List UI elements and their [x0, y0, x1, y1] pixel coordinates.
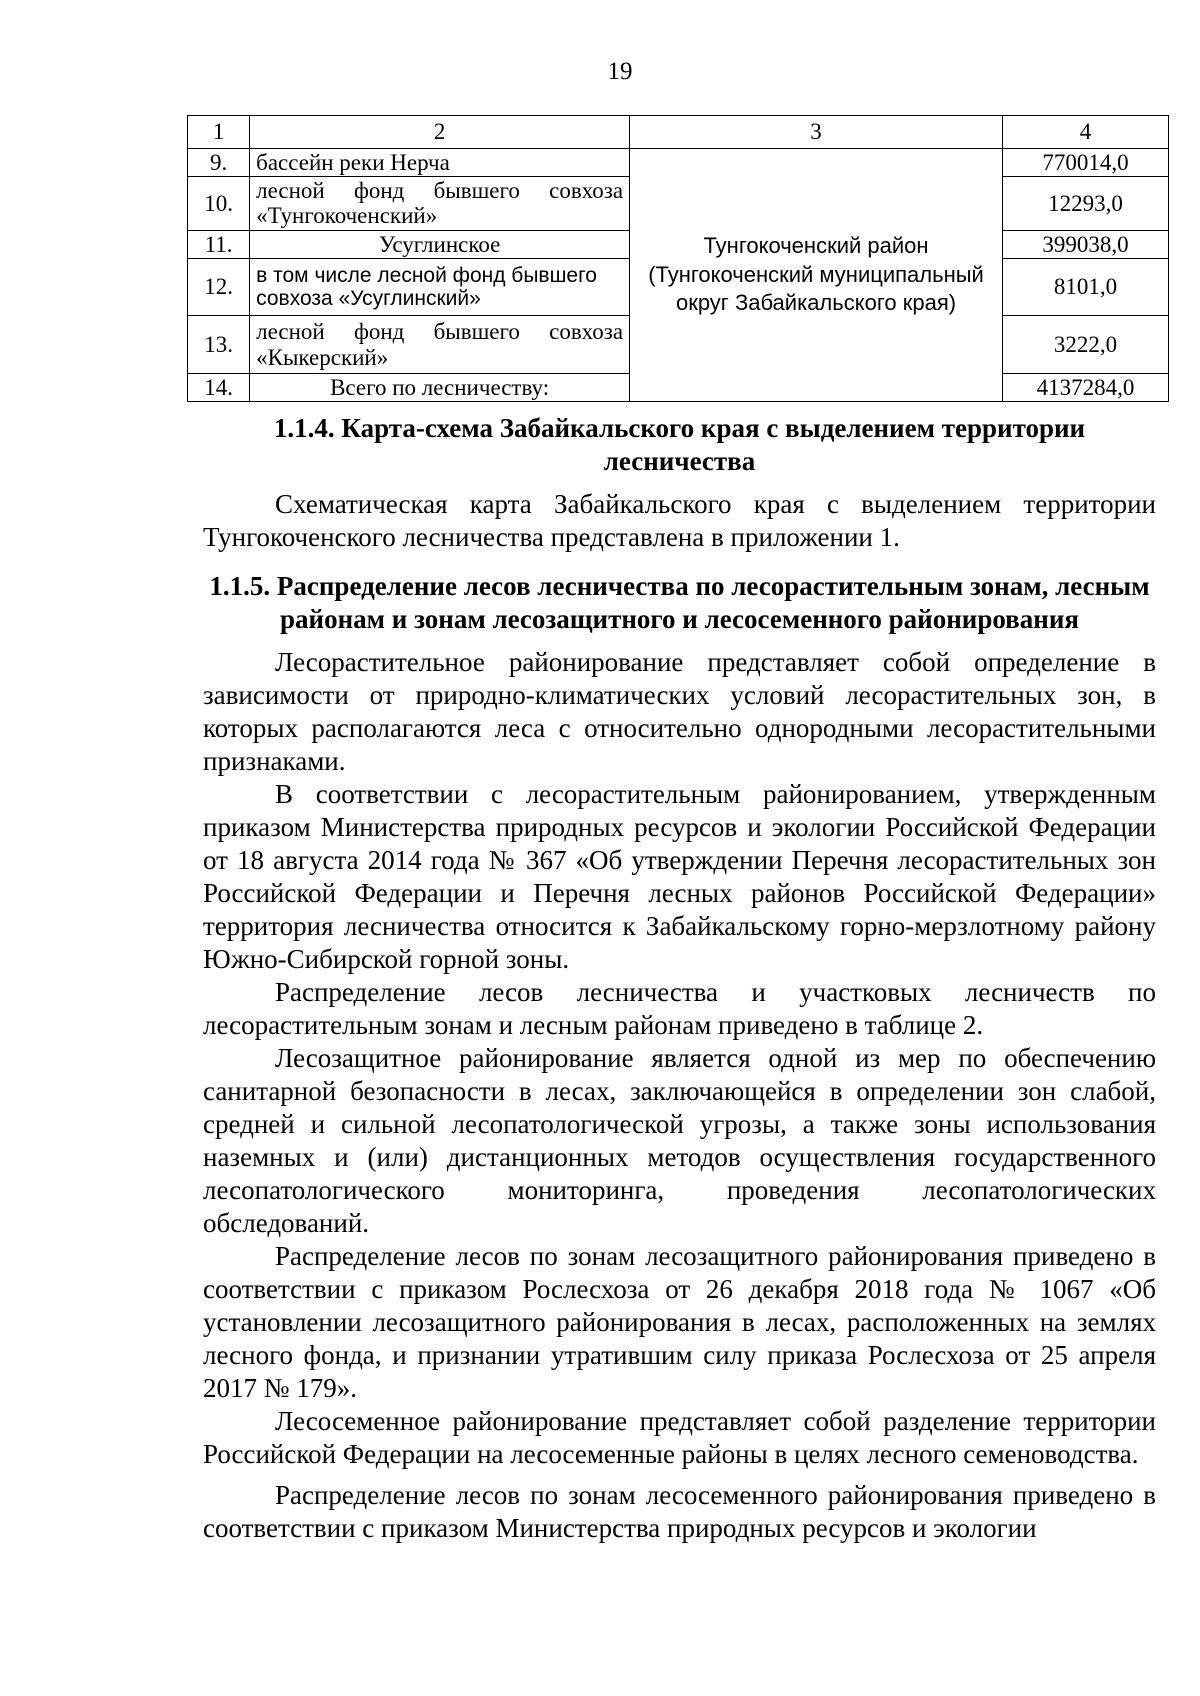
row-area: 3222,0 — [1002, 316, 1168, 374]
row-name: бассейн реки Нерча — [250, 148, 630, 176]
paragraph: Распределение лесов лесничества и участковых лесничеств по лесорастительным зонам и лесным районам приведено в таблице 2. — [203, 977, 1156, 1040]
table-header-row — [188, 116, 1169, 149]
paragraph: Схематическая карта Забайкальского края с выделением территории Тунгокоченского лесничества представлена в приложении 1. — [203, 489, 1156, 552]
row-area: 770014,0 — [1002, 148, 1168, 176]
paragraph: Распределение лесов по зонам лесосеменного районирования приведено в соответствии с приказом Министерства природных ресурсов и экологии — [203, 1480, 1156, 1543]
row-name: лесной фонд бывшего совхоза «Тунгокоченский» — [250, 177, 630, 231]
row-number: 11. — [188, 230, 250, 258]
row-area: 8101,0 — [1002, 259, 1168, 316]
page-number: 19 — [607, 58, 633, 85]
section-heading-1-1-5: 1.1.5. Распределение лесов лесничества по лесорастительным зонам, лесным районам и зонам лесозащитного и лесосеменного районирования — [209, 571, 1150, 634]
row-number: 13. — [188, 316, 250, 374]
row-area: 399038,0 — [1002, 230, 1168, 258]
district-cell: Тунгокоченский район (Тунгокоченский муниципальный округ Забайкальского края) — [630, 148, 1003, 401]
header-cell-4: 4 — [1002, 116, 1168, 149]
section-heading-1-1-4: 1.1.4. Карта-схема Забайкальского края с выделением территории лесничества — [273, 413, 1086, 476]
document-body — [203, 412, 1156, 1545]
row-name: в том числе лесной фонд бывшего совхоза «Усуглинский» — [250, 259, 630, 316]
forestry-table — [187, 115, 1169, 402]
row-number: 14. — [188, 374, 250, 402]
header-cell-1: 1 — [188, 116, 250, 149]
table-row — [188, 148, 1169, 176]
paragraph: В соответствии с лесорастительным районированием, утвержденным приказом Министерства природных ресурсов и экологии Российской Федерации от 18 августа 2014 года № 367 «Об утверждении Перечня лесорастительных зон Российской Федерации и Перечня лесных районов Российской Федерации» территория лесничества относится к Забайкальскому горно-мерзлотному району Южно-Сибирской горной зоны. — [203, 779, 1156, 974]
row-number: 10. — [188, 177, 250, 231]
paragraph: Лесосеменное районирование представляет собой разделение территории Российской Федерации на лесосеменные районы в целях лесного семеноводства. — [203, 1406, 1156, 1469]
header-cell-3: 3 — [630, 116, 1003, 149]
row-name: Усуглинское — [250, 230, 630, 258]
paragraph: Распределение лесов по зонам лесозащитного районирования приведено в соответствии с приказом Рослесхоза от 26 декабря 2018 года № 1067 «Об установлении лесозащитного районирования в лесах, расположенных на землях лесного фонда, и признании утратившим силу приказа Рослесхоза от 25 апреля 2017 № 179». — [203, 1241, 1156, 1403]
row-name: Всего по лесничеству: — [250, 374, 630, 402]
row-area: 4137284,0 — [1002, 374, 1168, 402]
row-number: 9. — [188, 148, 250, 176]
paragraph: Лесорастительное районирование представляет собой определение в зависимости от природно-климатических условий лесорастительных зон, в которых располагаются леса с относительно однородными лесорастительными признаками. — [203, 647, 1156, 776]
paragraph: Лесозащитное районирование является одной из мер по обеспечению санитарной безопасности в лесах, заключающейся в определении зон слабой, средней и сильной лесопатологической угрозы, а также зоны использования наземных и (или) дистанционных методов осуществления государственного лесопатологического мониторинга, проведения лесопатологических обследований. — [203, 1043, 1156, 1238]
header-cell-2: 2 — [250, 116, 630, 149]
row-name: лесной фонд бывшего совхоза «Кыкерский» — [250, 316, 630, 374]
row-area: 12293,0 — [1002, 177, 1168, 231]
row-number: 12. — [188, 259, 250, 316]
